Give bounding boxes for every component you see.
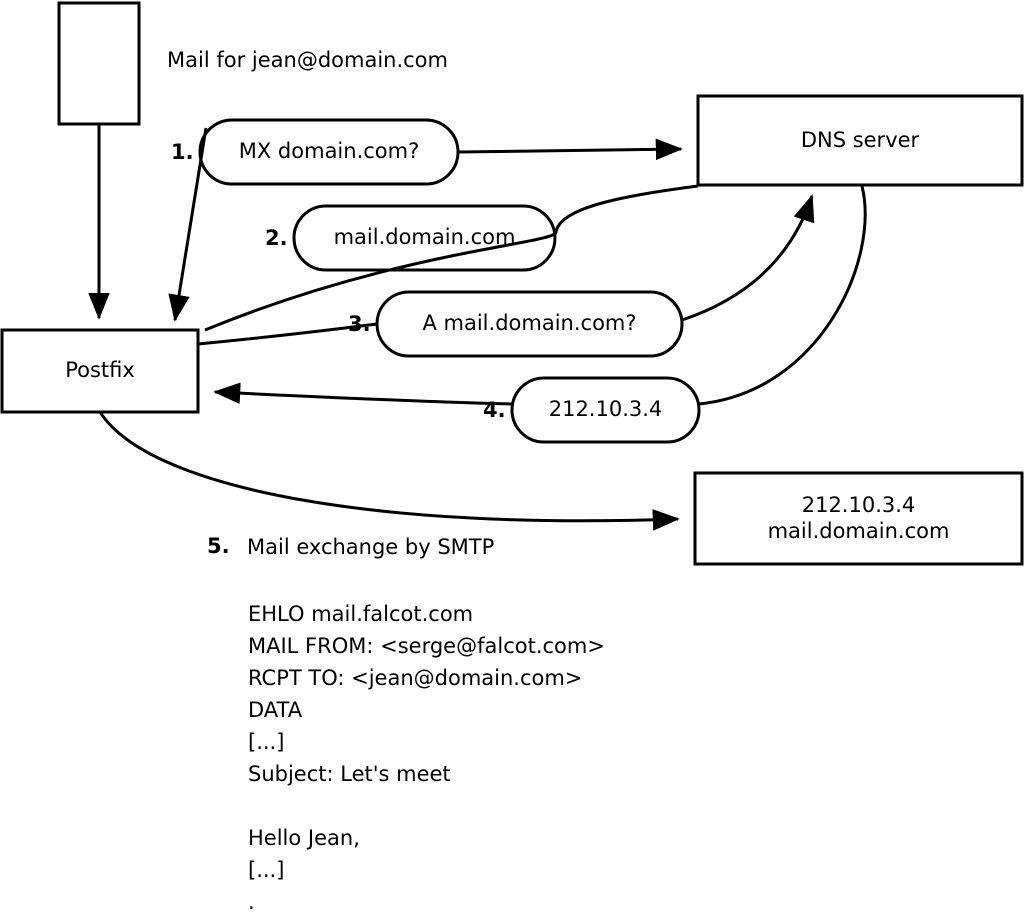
box-mail-host-label: 212.10.3.4 mail.domain.com — [767, 492, 950, 543]
step-number-2: 2. — [265, 226, 288, 250]
smtp-transcript — [248, 598, 605, 918]
smtp-line-8: Hello Jean, — [248, 826, 360, 850]
step-number-3: 3. — [348, 312, 371, 336]
arrow-dns-answer-a — [699, 186, 865, 404]
smtp-line-5: [...] — [248, 730, 285, 754]
bubble-1-shape — [200, 120, 458, 184]
bubble-4-label: 212.10.3.4 — [548, 397, 663, 422]
box-mail-host — [695, 473, 1022, 564]
smtp-line-6: Subject: Let's meet — [248, 762, 451, 786]
bubble-4-shape — [512, 378, 699, 442]
diagram-title: Mail for jean@domain.com — [167, 48, 448, 72]
smtp-line-1: EHLO mail.falcot.com — [248, 602, 474, 626]
box-dns-server-label: DNS server — [800, 127, 920, 152]
smtp-line-4: DATA — [248, 698, 303, 722]
box-postfix-label: Postfix — [65, 358, 135, 383]
bubble-3-label: A mail.domain.com? — [422, 311, 637, 336]
box-dns-server — [698, 96, 1022, 185]
step-number-1: 1. — [171, 140, 194, 164]
smtp-line-10: . — [248, 890, 255, 914]
box-postfix — [2, 330, 198, 412]
smtp-line-3: RCPT TO: <jean@domain.com> — [248, 666, 583, 690]
bubble-1-label: MX domain.com? — [238, 139, 420, 164]
arrow-answer-a-to-postfix — [215, 392, 512, 404]
arrow-query-a-to-dns — [682, 196, 812, 320]
smtp-line-9: [...] — [248, 858, 285, 882]
step-number-5: 5. — [207, 534, 230, 558]
bubble-3-shape — [377, 292, 682, 356]
arrow-query-mx-to-dns — [459, 149, 681, 152]
step-number-4: 4. — [483, 398, 506, 422]
box-mua — [59, 3, 139, 124]
smtp-line-2: MAIL FROM: <serge@falcot.com> — [248, 634, 605, 658]
step-5-label: Mail exchange by SMTP — [247, 535, 495, 559]
bubble-2-label: mail.domain.com — [333, 225, 516, 250]
